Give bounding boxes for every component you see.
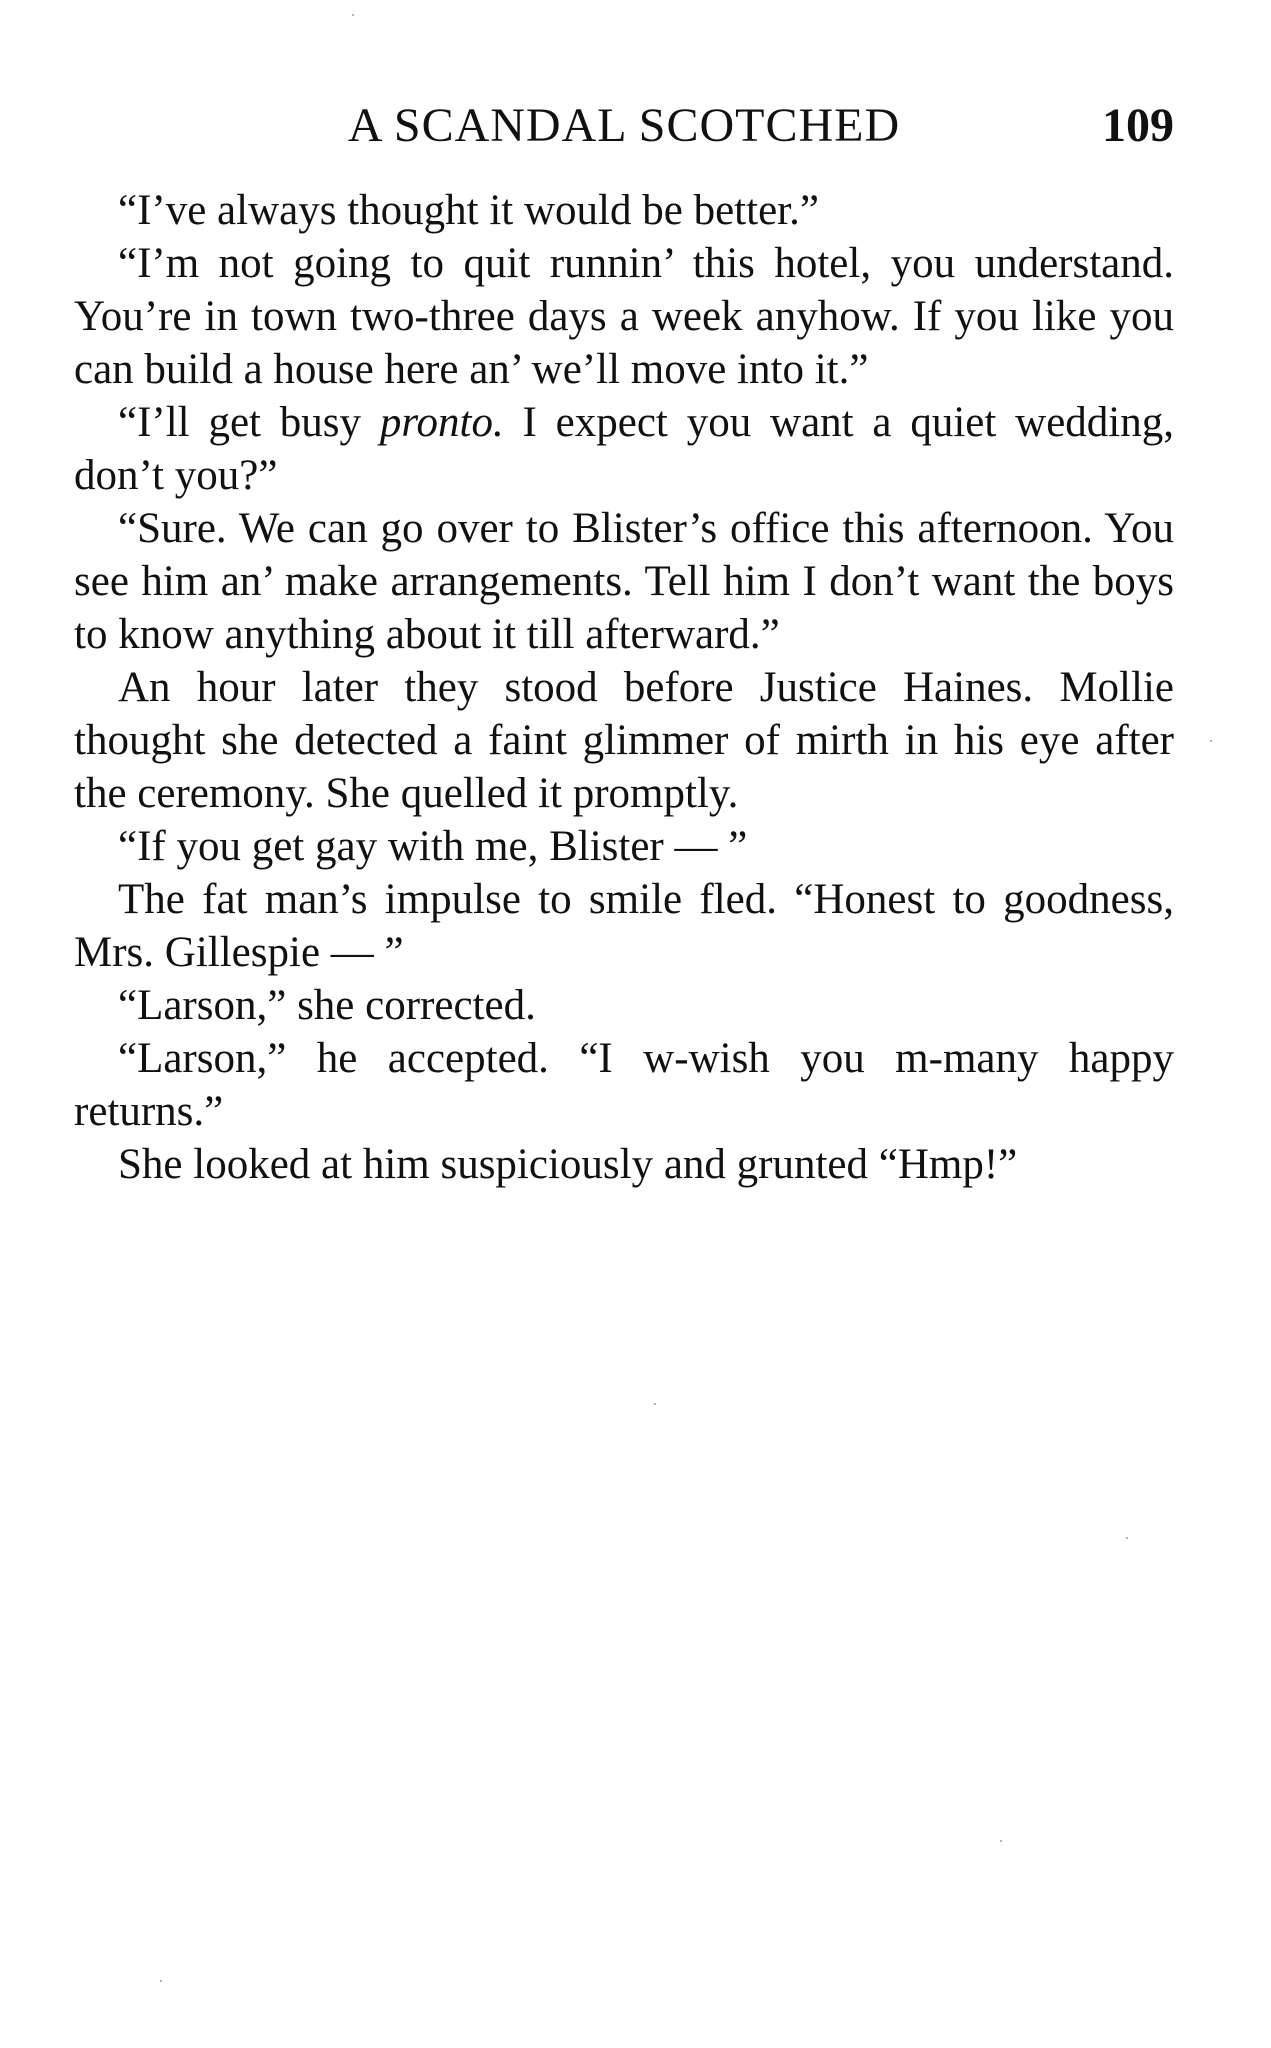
paper-speck xyxy=(1210,740,1212,742)
paper-speck xyxy=(654,1403,656,1405)
paragraph: “Larson,” he accepted. “I w-wish you m-many happy returns.” xyxy=(74,1035,1174,1135)
paper-speck xyxy=(1126,1537,1128,1539)
italic-word: pronto. xyxy=(379,399,504,446)
paragraph: “Larson,” she corrected. xyxy=(118,982,536,1029)
paragraph: “I’m not going to quit runnin’ this hotel, you understand. You’re in town two-three days a week anyhow. If you like you can build a house here an’ we’ll move into it.” xyxy=(74,240,1174,393)
paper-speck xyxy=(352,14,354,16)
page-number: 109 xyxy=(1102,99,1174,152)
paragraph: “If you get gay with me, Blister — ” xyxy=(118,823,748,870)
paper-speck xyxy=(160,1980,162,1982)
paragraph: “Sure. We can go over to Blister’s office this afternoon. You see him an’ make arrangements. Tell him I don’t want the boys to know anything about it till afterward.” xyxy=(74,505,1174,658)
running-head xyxy=(74,96,1174,156)
paragraph-text: I expect you want a quiet wedding, don’t you?” xyxy=(74,399,1174,499)
paragraph xyxy=(74,396,1174,502)
paragraph: She looked at him suspiciously and grunted “Hmp!” xyxy=(118,1141,1018,1188)
paragraph-text: “I’ll get busy xyxy=(118,399,380,446)
paragraph: An hour later they stood before Justice Haines. Mollie thought she detected a faint glimmer of mirth in his eye after the ceremony. She quelled it promptly. xyxy=(74,664,1174,817)
paragraph: “I’ve always thought it would be better.” xyxy=(118,187,819,234)
paper-speck xyxy=(1000,1840,1002,1842)
body-text xyxy=(74,184,1174,1191)
chapter-title: A SCANDAL SCOTCHED xyxy=(347,99,901,152)
paragraph: The fat man’s impulse to smile fled. “Honest to goodness, Mrs. Gillespie — ” xyxy=(74,876,1174,976)
